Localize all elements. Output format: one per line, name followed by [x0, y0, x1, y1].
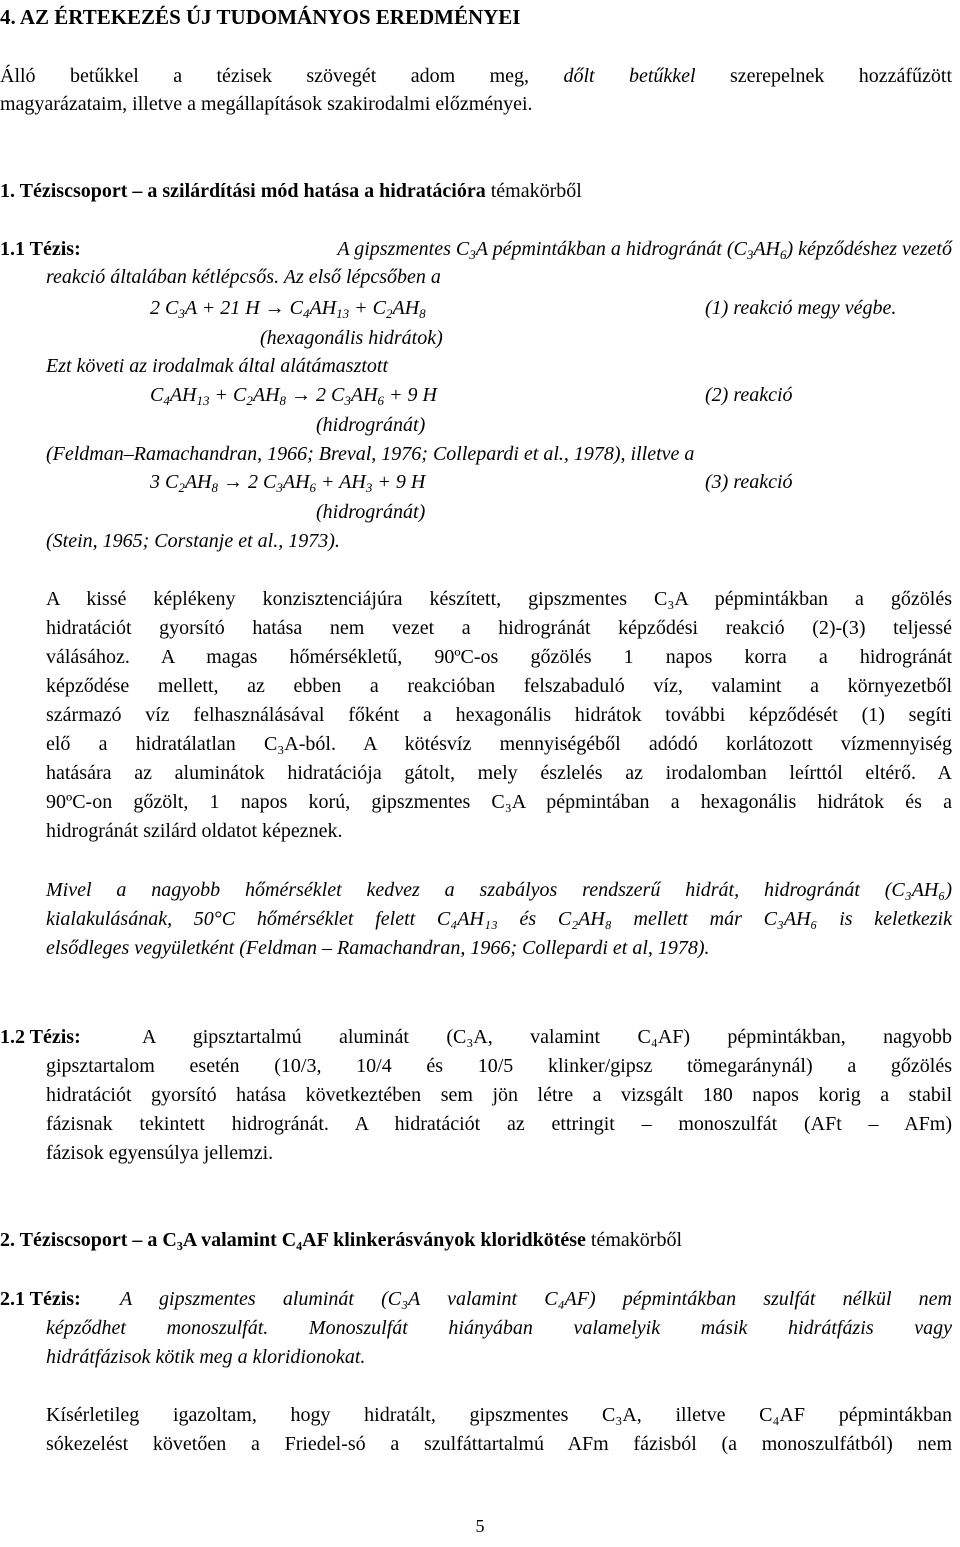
- para1-line-9: hidrogránát szilárd oldatot képeznek.: [46, 820, 343, 842]
- group2-title: [0, 1228, 682, 1252]
- thesis12-line-5: fázisok egyensúlya jellemzi.: [46, 1142, 274, 1164]
- para2-line-2: kialakulásának, 50°C hőmérséklet felett C₄AH₁₃ és C₂AH₈ mellett már C₃AH₆ is keletkezik: [46, 908, 952, 930]
- equation-2-label: (2) reakció: [705, 384, 793, 406]
- thesis12-line-2: gipsztartalom esetén (10/3, 10/4 és 10/5 klinker/gipsz tömegaránynál) a gőzölés: [46, 1055, 952, 1077]
- para1-line-6: elő a hidratálatlan C₃A-ból. A kötésvíz mennyiségéből adódó korlátozott vízmennyiség: [46, 733, 952, 755]
- thesis11-line-1: [0, 237, 952, 261]
- para2-line-1: Mivel a nagyobb hőmérséklet kedvez a szabályos rendszerű hidrát, hidrogránát (C₃AH₆): [46, 879, 952, 901]
- group1-normal: témakörből: [490, 180, 582, 202]
- thesis12-line-1: [0, 1025, 952, 1049]
- thesis12-line-4: fázisnak tekintett hidrogránát. A hidratációt az ettringit – monoszulfát (AFt – AFm): [46, 1113, 952, 1135]
- para1-line-2: hidratációt gyorsító hatása nem vezet a hidrogránát képződési reakció (2)-(3) teljessé: [46, 617, 952, 639]
- equation-1: 2 $C_3A + 21$ $H \to C_4AH_{13} + C_2AH_8$: [150, 297, 426, 321]
- hydrogarnet-note-1: (hidrogránát): [316, 414, 426, 436]
- group2-normal: témakörből: [590, 1229, 683, 1251]
- thesis21-text-1: A gipszmentes aluminát (C₃A valamint C₄AF) pépmintákban szulfát nélkül nem: [120, 1288, 952, 1310]
- thesis11-text-1: A gipszmentes $C_3A$ pépmintákban a hidrogránát $(C_3AH_6)$ képződéshez vezető: [337, 238, 952, 262]
- para1-line-8: 90ºC-on gőzölt, 1 napos korú, gipszmentes C₃A pépmintában a hexagonális hidrátok és a: [46, 791, 952, 813]
- equation-1-label: (1) reakció megy végbe.: [705, 297, 897, 319]
- intro-text-italic: dőlt betűkkel: [563, 65, 696, 87]
- references-2: (Stein, 1965; Corstanje et al., 1973).: [46, 530, 340, 552]
- intro-text-c: szerepelnek hozzáfűzött: [729, 65, 953, 87]
- para3-line-1: Kísérletileg igazoltam, hogy hidratált, gipszmentes C₃A, illetve C₄AF pépmintákban: [46, 1404, 952, 1426]
- thesis21-line-1: [0, 1287, 952, 1311]
- thesis11-label: 1.1 Tézis:: [0, 238, 81, 260]
- thesis12-label: 1.2 Tézis:: [0, 1026, 81, 1048]
- equation-2: $C_4AH_{13} + C_2AH_8 \to 2$ $C_3AH_6 + 9$ H: [150, 384, 437, 408]
- intro-line-1: [0, 64, 952, 88]
- para1-line-4: képződése mellett, az ebben a reakcióban felszabaduló víz, valamint a környezetből: [46, 675, 952, 697]
- para2-line-3: elsődleges vegyületként (Feldman – Ramachandran, 1966; Collepardi et al, 1978).: [46, 937, 710, 959]
- thesis12-line-3: hidratációt gyorsító hatása következtében sem jön létre a vizsgált 180 napos korig a stabil: [46, 1084, 952, 1106]
- para1-line-3: válásához. A magas hőmérsékletű, 90ºC-os gőzölés 1 napos korra a hidrogránát: [46, 646, 952, 668]
- thesis12-text-1: A gipsztartalmú aluminát (C₃A, valamint C₄AF) pépmintákban, nagyobb: [142, 1026, 952, 1048]
- group1-title: [0, 179, 582, 203]
- para1-line-5: származó víz felhasználásával főként a hexagonális hidrátok további képződését (1) segíti: [46, 704, 952, 726]
- page-number: 5: [475, 1516, 485, 1536]
- arrow-icon: →: [223, 471, 244, 493]
- thesis21-label: 2.1 Tézis:: [0, 1288, 81, 1310]
- thesis21-line-2: képződhet monoszulfát. Monoszulfát hiányában valamelyik másik hidrátfázis vagy: [46, 1317, 952, 1339]
- thesis11-line-2: reakció általában kétlépcsős. Az első lépcsőben a: [46, 266, 441, 288]
- hexagonal-note: (hexagonális hidrátok): [260, 327, 443, 349]
- arrow-icon: →: [291, 384, 312, 406]
- para1-line-1: A kissé képlékeny konzisztenciájúra készített, gipszmentes C₃A pépmintákban a gőzölés: [46, 588, 952, 610]
- hydrogarnet-note-2: (hidrogránát): [316, 501, 426, 523]
- para3-line-2: sókezelést követően a Friedel-só a szulfáttartalmú AFm fázisból (a monoszulfátból) nem: [46, 1433, 952, 1455]
- follow-text: Ezt követi az irodalmak által alátámasztott: [46, 355, 389, 377]
- group1-bold: 1. Téziscsoport – a szilárdítási mód hatása a hidratációra: [0, 180, 486, 202]
- arrow-icon: →: [264, 297, 285, 319]
- intro-line-2: magyarázataim, illetve a megállapítások szakirodalmi előzményei.: [0, 93, 533, 115]
- section-heading: 4. AZ ÉRTEKEZÉS ÚJ TUDOMÁNYOS EREDMÉNYEI: [0, 5, 521, 29]
- group2-bold: 2. Téziscsoport – a C₃A valamint C₄AF klinkerásványok kloridkötése: [0, 1229, 586, 1251]
- equation-3: 3 $C_2AH_8 \to 2$ $C_3AH_6 + AH_3 + 9$ H: [150, 471, 426, 495]
- equation-3-label: (3) reakció: [705, 471, 793, 493]
- para1-line-7: hatására az aluminátok hidratációja gátolt, mely észlelés az irodalomban leírttól eltérő. A: [46, 762, 952, 784]
- thesis21-line-3: hidrátfázisok kötik meg a kloridionokat.: [46, 1346, 366, 1368]
- references-1: (Feldman–Ramachandran, 1966; Breval, 1976; Collepardi et al., 1978), illetve a: [46, 443, 695, 465]
- intro-text-a: Álló betűkkel a tézisek szövegét adom meg,: [0, 65, 530, 87]
